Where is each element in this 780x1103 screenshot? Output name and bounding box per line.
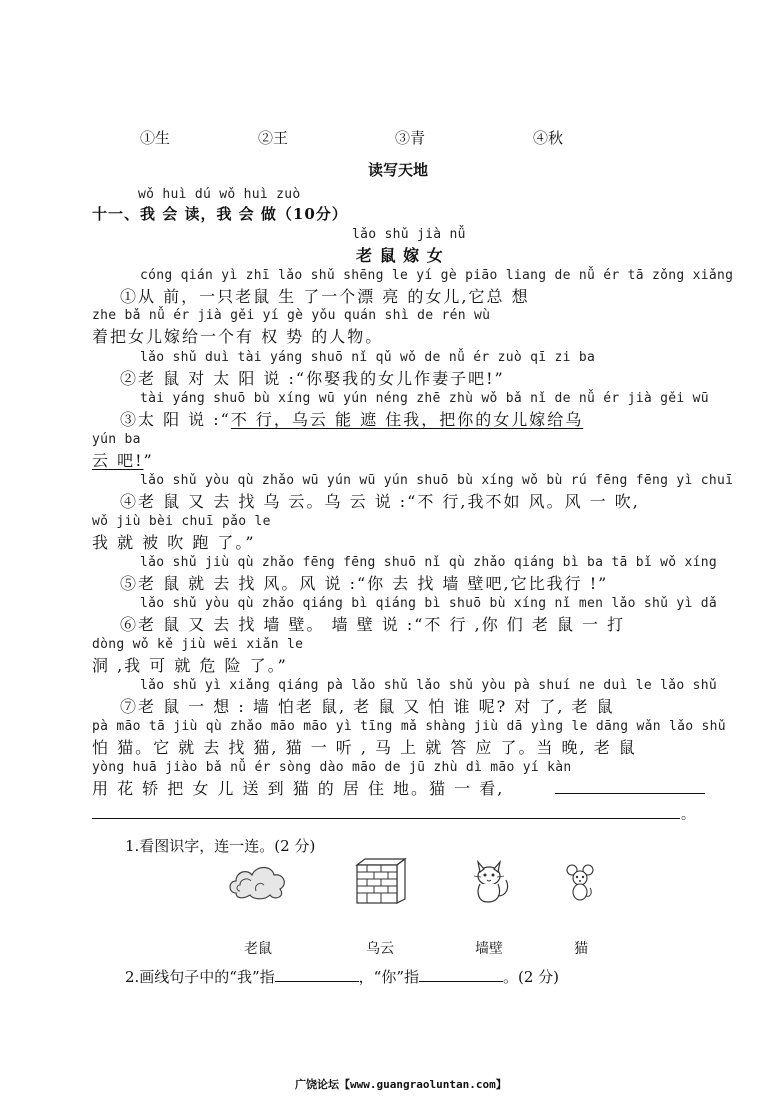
answer-blank-line-1[interactable] <box>555 793 705 794</box>
brick-wall-icon[interactable] <box>355 857 407 905</box>
footer-watermark: 广饶论坛【www.guangraoluntan.com】 <box>295 1078 507 1091</box>
p3-line1-prefix: ③太 阳 说 :“ <box>120 410 231 429</box>
q2-blank-2[interactable] <box>419 967 503 982</box>
mouse-icon[interactable] <box>564 862 596 902</box>
p1-line2-pinyin: zhe bǎ nǚ ér jià gěi yí gè yǒu quán shì de rén wù <box>92 308 491 323</box>
p1-line1-pinyin: cóng qián yì zhī lǎo shǔ shēng le yí gè piāo liang de nǚ ér tā zǒng xiǎng <box>140 268 734 283</box>
p4-line2-pinyin: wǒ jiù bèi chuī pǎo le <box>92 514 271 529</box>
p3-line2-pinyin: yún ba <box>92 432 141 447</box>
p6-line1-text: ⑥老 鼠 又 去 找 墙 壁。 墙 壁 说 :“不 行 ,你 们 老 鼠 一 打 <box>120 615 626 634</box>
section-title: 读写天地 <box>368 161 429 179</box>
p3-line1-pinyin: tài yáng shuō bù xíng wū yún néng zhē zhù wǒ bǎ nǐ de nǚ ér jià gěi wū <box>140 391 709 406</box>
p7-line3-text: 用 花 轿 把 女 儿 送 到 猫 的 居 住 地。猫 一 看, <box>92 779 505 798</box>
p1-line1-text: ①从 前，一只老鼠 生 了一个漂 亮 的女儿,它总 想 <box>120 287 530 306</box>
p2-line1-pinyin: lǎo shǔ duì tài yáng shuō nǐ qǔ wǒ de nǚ ér zuò qī zi ba <box>140 350 596 365</box>
p7-line1-pinyin: lǎo shǔ yì xiǎng qiáng pà lǎo shǔ lǎo shǔ yòu pà shuí ne duì le lǎo shǔ <box>140 678 717 693</box>
p6-line2-text: 洞 ,我 可 就 危 险 了。” <box>92 656 288 675</box>
option-3: ③青 <box>395 129 426 147</box>
answer-blank-line-2[interactable] <box>92 818 680 819</box>
label-mouse: 老鼠 <box>244 941 272 957</box>
p3-line1-text <box>120 407 583 430</box>
end-mark: 。 <box>681 807 695 823</box>
option-4: ④秋 <box>533 129 564 147</box>
p2-line1-text: ②老 鼠 对 太 阳 说 :“你娶我的女儿作妻子吧!” <box>120 369 505 388</box>
story-title-pinyin: lǎo shǔ jià nǚ <box>352 227 466 242</box>
p6-line1-pinyin: lǎo shǔ yòu qù zhǎo qiáng bì qiáng bì shuō bù xíng nǐ men lǎo shǔ yì dǎ <box>140 596 717 611</box>
label-cloud: 乌云 <box>366 941 394 957</box>
question-pinyin: wǒ huì dú wǒ huì zuò <box>138 187 301 202</box>
story-title: 老 鼠 嫁 女 <box>356 246 444 265</box>
p7-line2-pinyin: pà māo tā jiù qù zhǎo māo māo yì tīng mǎ shàng jiù dā yìng le dāng wǎn lǎo shǔ <box>92 719 726 734</box>
option-2: ②王 <box>258 129 289 147</box>
question-heading: 十一、我 会 读，我 会 做（10分） <box>92 205 348 223</box>
cat-icon[interactable] <box>470 856 514 906</box>
option-1: ①生 <box>140 129 171 147</box>
label-cat: 猫 <box>574 941 588 957</box>
p4-line1-pinyin: lǎo shǔ yòu qù zhǎo wū yún wū yún shuō bù xíng wǒ bù rú fēng fēng yì chuī <box>140 473 734 488</box>
p1-line2-text: 着把女儿嫁给一个有 权 势 的人物。 <box>92 327 384 346</box>
underlined-sentence-part2: 云 吧! <box>92 451 144 470</box>
p5-line1-pinyin: lǎo shǔ jiù qù zhǎo fēng fēng shuō nǐ qù zhǎo qiáng bì ba tā bǐ wǒ xíng <box>140 555 717 570</box>
q2-blank-1[interactable] <box>275 967 359 982</box>
underlined-sentence-part1: 不 行，乌云 能 遮 住我，把你的女儿嫁给乌 <box>230 410 584 429</box>
p3-line2-text <box>92 448 154 471</box>
label-wall: 墙壁 <box>475 941 503 957</box>
p7-line3-pinyin: yòng huā jiào bǎ nǚ ér sòng dào māo de jū zhù dì māo yí kàn <box>92 760 572 775</box>
p7-line1-text: ⑦老 鼠 一 想 : 墙 怕老 鼠, 老 鼠 又 怕 谁 呢? 对 了, 老 鼠 <box>120 697 615 716</box>
q2-middle: ，“你”指 <box>358 968 419 986</box>
cloud-icon[interactable] <box>226 861 290 901</box>
p5-line1-text: ⑤老 鼠 就 去 找 风。风 说 :“你 去 找 墙 壁吧,它比我行 !” <box>120 574 609 593</box>
p7-line2-text: 怕 猫。它 就 去 找 猫, 猫 一 听 , 马 上 就 答 应 了。当 晚, 老 鼠 <box>92 738 637 757</box>
q2-suffix: 。(2 分) <box>503 968 560 986</box>
p4-line1-text: ④老 鼠 又 去 找 乌 云。乌 云 说 :“不 行,我不如 风。风 一 吹, <box>120 492 640 511</box>
p4-line2-text: 我 就 被 吹 跑 了。” <box>92 533 256 552</box>
p3-line2-suffix: ” <box>143 451 154 470</box>
p6-line2-pinyin: dòng wǒ kě jiù wēi xiǎn le <box>92 637 304 652</box>
q2-prefix: 2.画线句子中的“我”指 <box>125 968 275 986</box>
q2 <box>125 966 559 987</box>
q1-text: 1.看图识字，连一连。(2 分) <box>125 837 316 855</box>
